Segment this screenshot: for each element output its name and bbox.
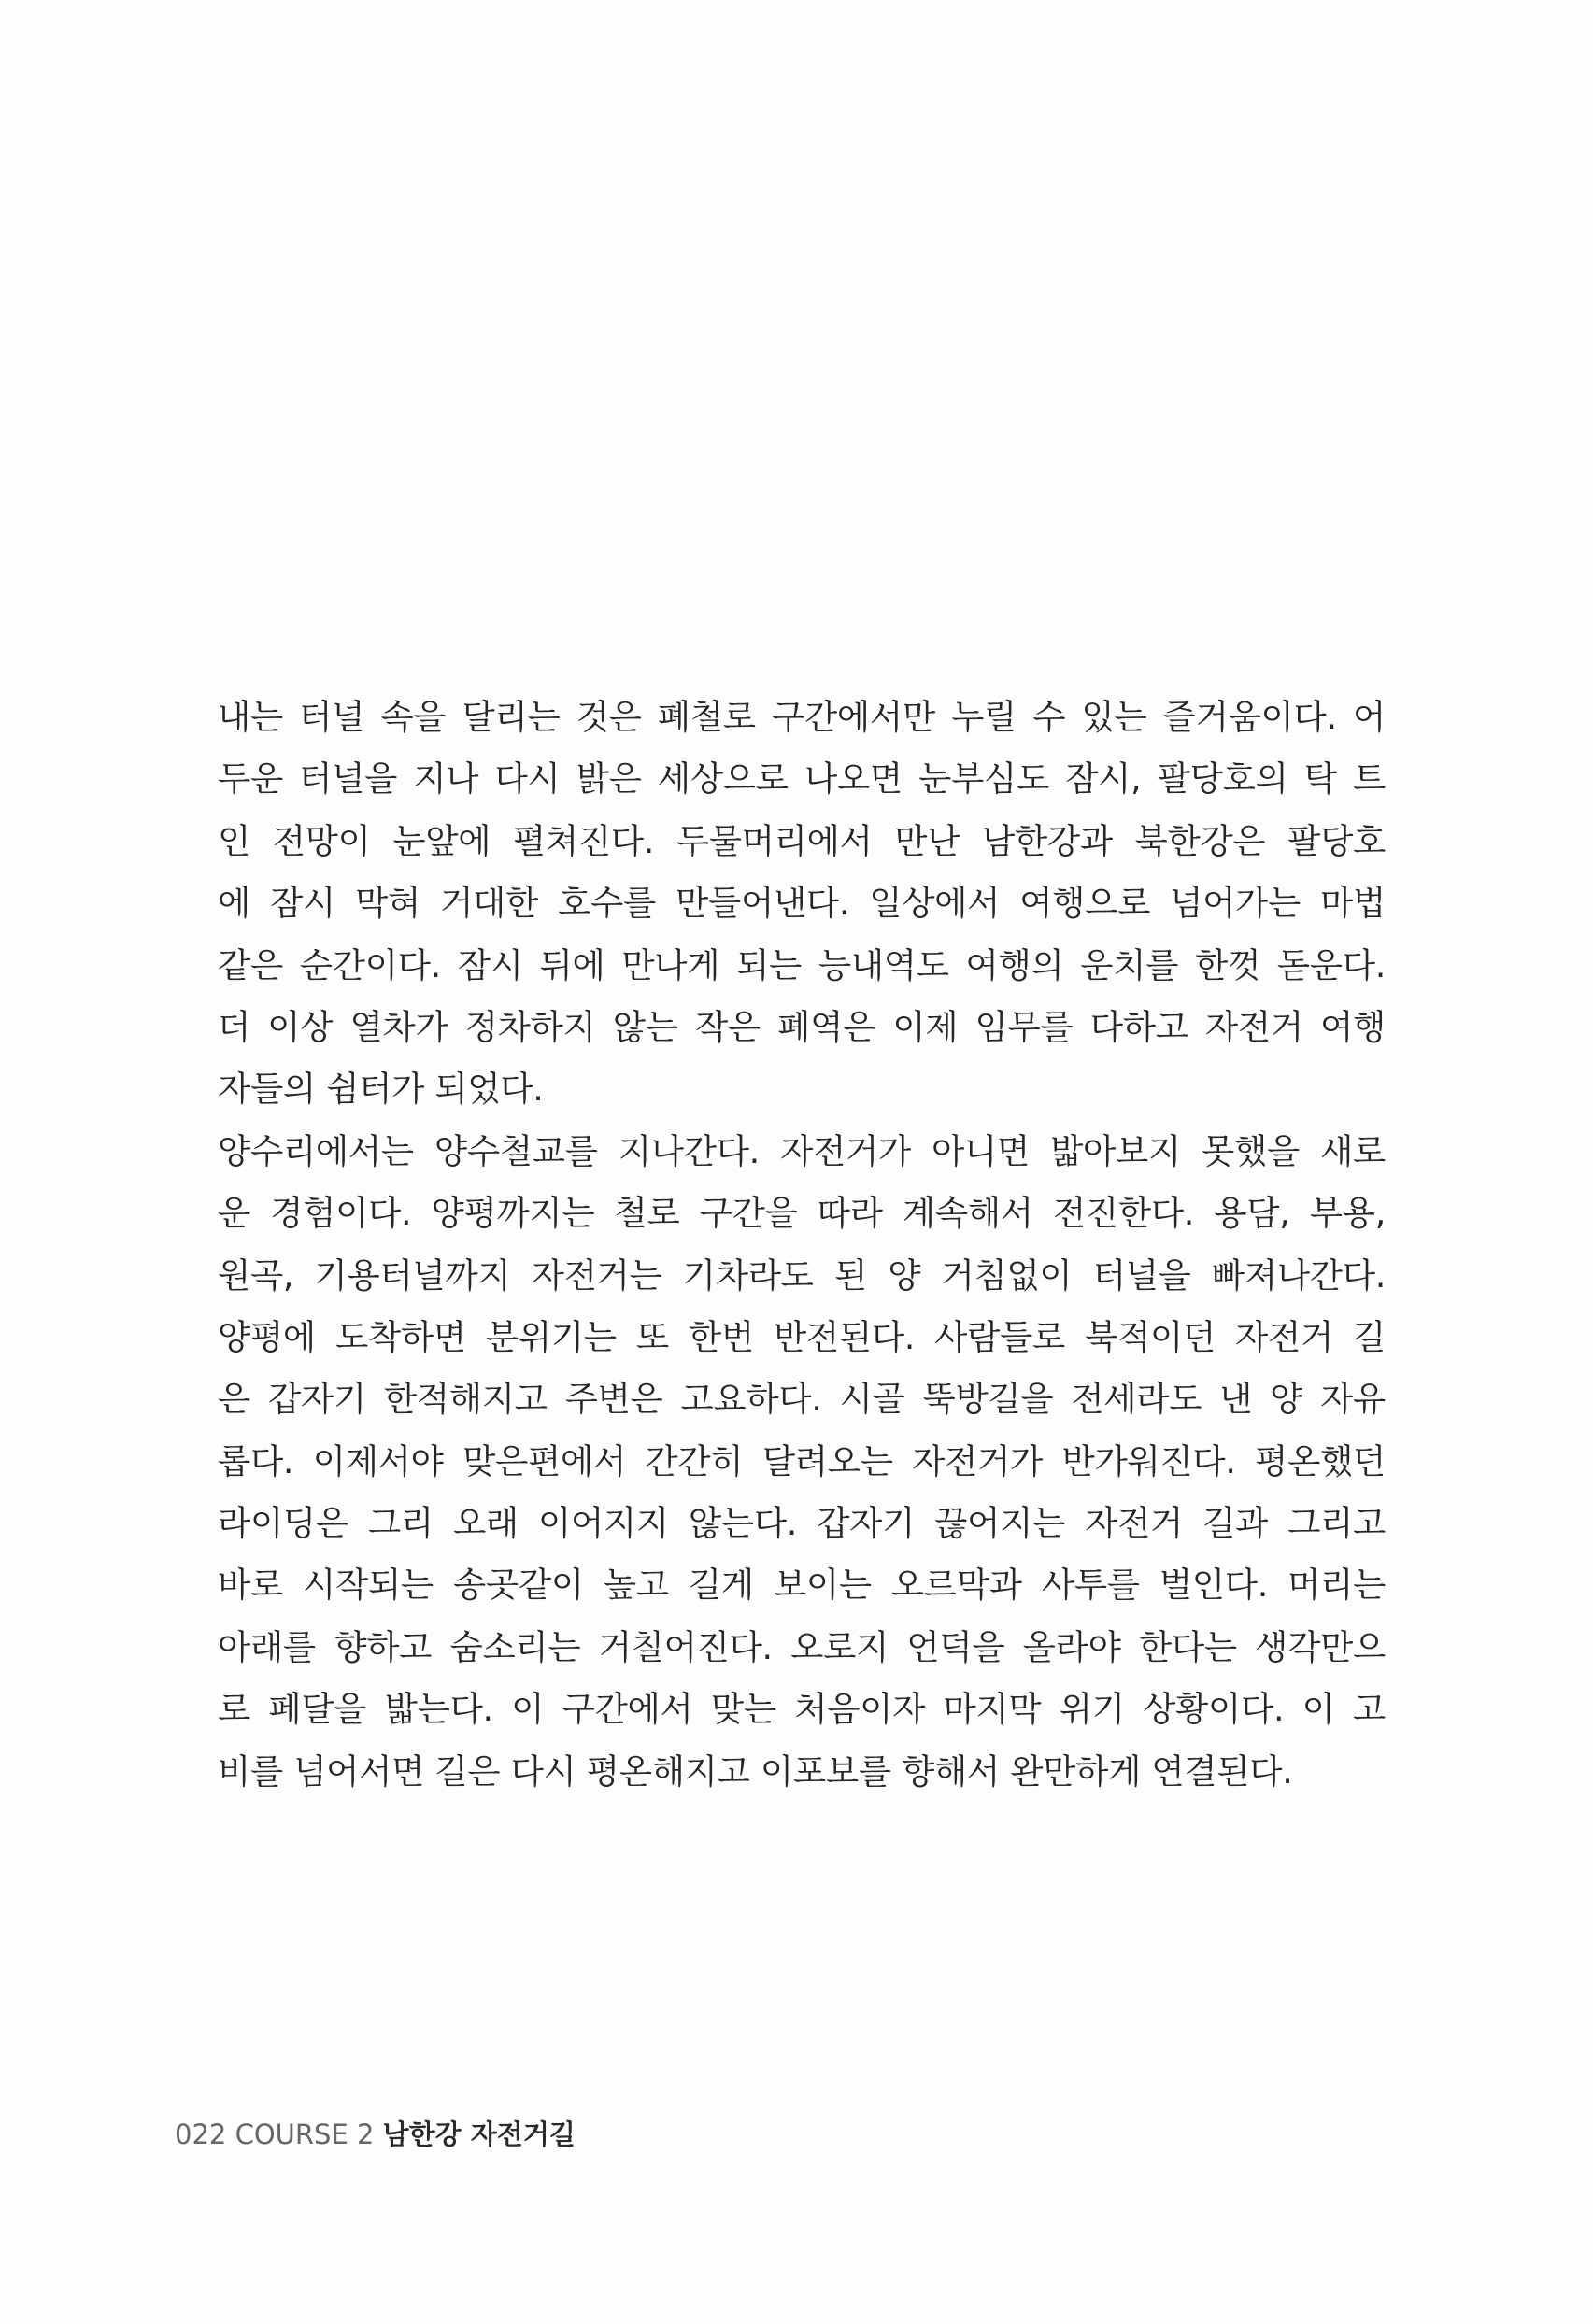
text-line: 라이딩은 그리 오래 이어지지 않는다. 갑자기 끊어지는 자전거 길과 그리고: [218, 1503, 1386, 1544]
text-line: 더 이상 열차가 정차하지 않는 작은 폐역은 이제 임무를 다하고 자전거 여행: [218, 1006, 1386, 1047]
text-line: 두운 터널을 지나 다시 밝은 세상으로 나오면 눈부심도 잠시, 팔당호의 탁 트: [218, 758, 1386, 800]
text-line: 원곡, 기용터널까지 자전거는 기차라도 된 양 거침없이 터널을 빠져나간다.: [218, 1254, 1386, 1296]
text-line: 아래를 향하고 숨소리는 거칠어진다. 오로지 언덕을 올라야 한다는 생각만으: [218, 1626, 1386, 1667]
text-line: 자들의 쉼터가 되었다.: [218, 1069, 544, 1110]
page-footer: [175, 2114, 576, 2152]
course-label: COURSE 2: [235, 2119, 375, 2150]
page-number: 022: [175, 2119, 227, 2150]
text-line: 에 잠시 막혀 거대한 호수를 만들어낸다. 일상에서 여행으로 넘어가는 마법: [218, 883, 1386, 924]
text-line: 은 갑자기 한적해지고 주변은 고요하다. 시골 뚝방길을 전세라도 낸 양 자유: [218, 1379, 1386, 1420]
route-name: 남한강 자전거길: [382, 2119, 576, 2150]
text-line: 운 경험이다. 양평까지는 철로 구간을 따라 계속해서 전진한다. 용담, 부용,: [218, 1193, 1386, 1234]
text-line: 양평에 도착하면 분위기는 또 한번 반전된다. 사람들로 북적이던 자전거 길: [218, 1316, 1386, 1357]
text-line: 인 전망이 눈앞에 펼쳐진다. 두물머리에서 만난 남한강과 북한강은 팔당호: [218, 820, 1386, 861]
text-line: 로 페달을 밟는다. 이 구간에서 맞는 처음이자 마지막 위기 상황이다. 이 고: [218, 1689, 1386, 1730]
body-paragraphs: [218, 689, 1386, 1806]
text-line: 양수리에서는 양수철교를 지나간다. 자전거가 아니면 밟아보지 못했을 새로: [218, 1130, 1386, 1171]
text-line: 비를 넘어서면 길은 다시 평온해지고 이포보를 향해서 완만하게 연결된다.: [218, 1750, 1293, 1792]
text-line: 바로 시작되는 송곳같이 높고 길게 보이는 오르막과 사투를 벌인다. 머리는: [218, 1565, 1386, 1606]
text-line: 롭다. 이제서야 맞은편에서 간간히 달려오는 자전거가 반가워진다. 평온했던: [218, 1440, 1386, 1481]
text-line: 같은 순간이다. 잠시 뒤에 만나게 되는 능내역도 여행의 운치를 한껏 돋운다.: [218, 944, 1386, 985]
text-line: 내는 터널 속을 달리는 것은 폐철로 구간에서만 누릴 수 있는 즐거움이다. 어: [218, 697, 1386, 737]
